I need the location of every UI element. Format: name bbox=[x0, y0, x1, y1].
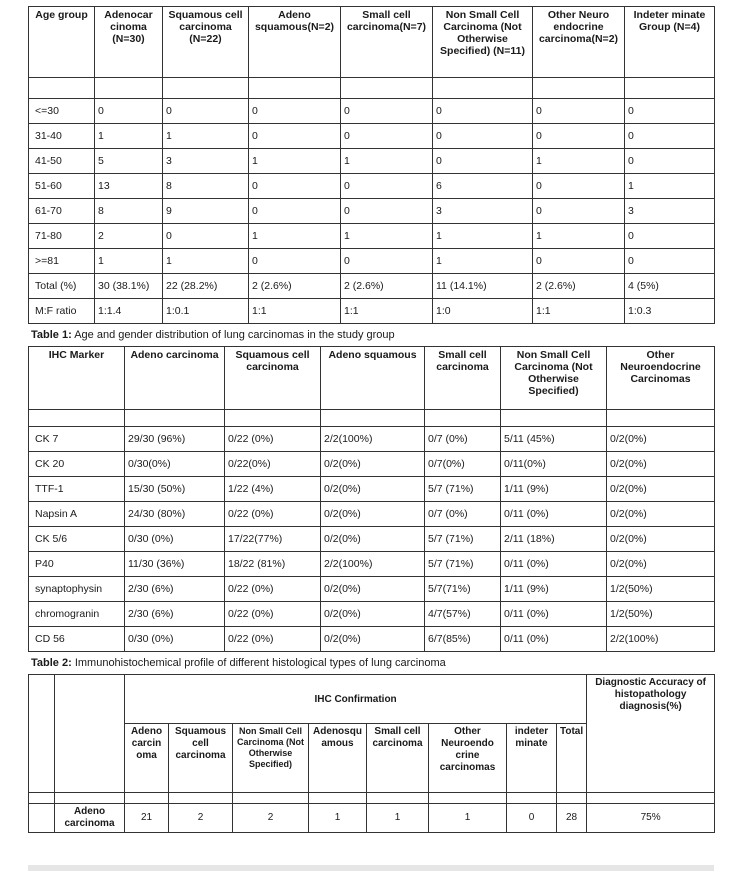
table-row bbox=[29, 577, 715, 602]
table-cell bbox=[587, 793, 715, 804]
row-label-cell: 41-50 bbox=[29, 149, 95, 174]
table-cell: 1 bbox=[625, 174, 715, 199]
table1-header-row bbox=[29, 7, 715, 78]
table-cell: 0/2(0%) bbox=[321, 527, 425, 552]
row-label-cell: P40 bbox=[29, 552, 125, 577]
table-cell: 1 bbox=[341, 224, 433, 249]
table-cell: 8 bbox=[163, 174, 249, 199]
table-cell: 8 bbox=[95, 199, 163, 224]
t3-group-header: IHC Confirmation bbox=[125, 675, 587, 724]
table-cell: 0 bbox=[341, 124, 433, 149]
table3-blank-row bbox=[29, 793, 715, 804]
table-cell: 17/22(77%) bbox=[225, 527, 321, 552]
table-row bbox=[29, 224, 715, 249]
table-cell: 1:0.1 bbox=[163, 299, 249, 324]
table-row bbox=[29, 174, 715, 199]
table-cell: 0/30 (0%) bbox=[125, 627, 225, 652]
table-cell: 0/22(0%) bbox=[225, 452, 321, 477]
table-row bbox=[29, 299, 715, 324]
table-cell: 2 (2.6%) bbox=[533, 274, 625, 299]
table-cell: 6/7(85%) bbox=[425, 627, 501, 652]
row-label-cell: TTF-1 bbox=[29, 477, 125, 502]
table-cell: 0/7(0%) bbox=[425, 452, 501, 477]
table-cell: 0/22 (0%) bbox=[225, 602, 321, 627]
table-cell: 2/2(100%) bbox=[321, 552, 425, 577]
table-cell: 0 bbox=[533, 99, 625, 124]
t3-subheader-4: Small cell carcinoma bbox=[367, 724, 429, 793]
table-cell: 0 bbox=[625, 224, 715, 249]
table-cell: 0/2(0%) bbox=[321, 627, 425, 652]
table-cell: 0/22 (0%) bbox=[225, 427, 321, 452]
t1-header-3: Adeno squamous(N=2) bbox=[249, 7, 341, 78]
table-cell: 1/22 (4%) bbox=[225, 477, 321, 502]
table-cell bbox=[309, 793, 367, 804]
table-cell: 0/11 (0%) bbox=[501, 627, 607, 652]
table-cell: 0/2(0%) bbox=[321, 477, 425, 502]
t3-corner-cell-a bbox=[29, 675, 55, 793]
table-cell: 2 bbox=[233, 804, 309, 833]
table-cell: 1 bbox=[163, 249, 249, 274]
table-cell: 2/11 (18%) bbox=[501, 527, 607, 552]
table-cell bbox=[29, 793, 55, 804]
table-cell: 1:1 bbox=[533, 299, 625, 324]
table-row bbox=[29, 427, 715, 452]
table-row bbox=[29, 149, 715, 174]
row-label-cell: CD 56 bbox=[29, 627, 125, 652]
t3-subheader-5: Other Neuroendo crine carcinomas bbox=[429, 724, 507, 793]
table-cell: 0 bbox=[249, 124, 341, 149]
t3-subheader-1: Squamous cell carcinoma bbox=[169, 724, 233, 793]
table-cell: 1:1.4 bbox=[95, 299, 163, 324]
table-cell: 0/22 (0%) bbox=[225, 502, 321, 527]
table-cell: 1 bbox=[95, 249, 163, 274]
table-cell: 0 bbox=[533, 249, 625, 274]
table-cell: 0 bbox=[249, 174, 341, 199]
table-cell: 1 bbox=[433, 249, 533, 274]
table-cell: 22 (28.2%) bbox=[163, 274, 249, 299]
table-cell: 0/30(0%) bbox=[125, 452, 225, 477]
table-cell: 1 bbox=[163, 124, 249, 149]
t2-header-2: Squamous cell carcinoma bbox=[225, 347, 321, 410]
table-row bbox=[29, 249, 715, 274]
table-cell: 0 bbox=[95, 99, 163, 124]
table-cell bbox=[125, 793, 169, 804]
row-label-cell: 61-70 bbox=[29, 199, 95, 224]
row-label-cell: Adeno carcinoma bbox=[55, 804, 125, 833]
table-cell: 0/11 (0%) bbox=[501, 502, 607, 527]
table-cell: 0/7 (0%) bbox=[425, 427, 501, 452]
t1-header-4: Small cell carcinoma(N=7) bbox=[341, 7, 433, 78]
accuracy-cell: 75% bbox=[587, 804, 715, 833]
table-cell: 5/7(71%) bbox=[425, 577, 501, 602]
table-cell bbox=[29, 804, 55, 833]
table-cell: 30 (38.1%) bbox=[95, 274, 163, 299]
table-cell: 2 bbox=[169, 804, 233, 833]
table-cell: 0/2(0%) bbox=[321, 452, 425, 477]
table-row bbox=[29, 627, 715, 652]
table-cell bbox=[429, 793, 507, 804]
row-label-cell: <=30 bbox=[29, 99, 95, 124]
t2-header-1: Adeno carcinoma bbox=[125, 347, 225, 410]
table-row bbox=[29, 477, 715, 502]
table-cell: 0/2(0%) bbox=[321, 602, 425, 627]
table-ihc-profile bbox=[28, 346, 715, 652]
t3-subheader-7: Total bbox=[557, 724, 587, 793]
t1-header-6: Other Neuro endocrine carcinoma(N=2) bbox=[533, 7, 625, 78]
t2-header-0: IHC Marker bbox=[29, 347, 125, 410]
t3-subheader-6: indeter minate bbox=[507, 724, 557, 793]
table3-group-header-row bbox=[29, 675, 715, 724]
table-cell: 3 bbox=[433, 199, 533, 224]
table1-spacer-row bbox=[29, 78, 715, 99]
t1-header-7: Indeter minate Group (N=4) bbox=[625, 7, 715, 78]
table-cell: 0/30 (0%) bbox=[125, 527, 225, 552]
table-cell: 0 bbox=[341, 249, 433, 274]
table-cell: 2 (2.6%) bbox=[249, 274, 341, 299]
table-cell: 4/7(57%) bbox=[425, 602, 501, 627]
table-cell: 0/2(0%) bbox=[321, 577, 425, 602]
table-cell: 2/30 (6%) bbox=[125, 577, 225, 602]
table2-caption-text: Immunohistochemical profile of different histological types of lung carcinoma bbox=[71, 657, 446, 669]
table-cell: 0/11 (0%) bbox=[501, 552, 607, 577]
row-label-cell: Napsin A bbox=[29, 502, 125, 527]
table-cell: 1 bbox=[429, 804, 507, 833]
table-cell: 0/2(0%) bbox=[607, 502, 715, 527]
table-cell: 1:0.3 bbox=[625, 299, 715, 324]
table-cell: 1 bbox=[309, 804, 367, 833]
row-label-cell: chromogranin bbox=[29, 602, 125, 627]
table-cell: 21 bbox=[125, 804, 169, 833]
table-cell: 0/22 (0%) bbox=[225, 577, 321, 602]
table-cell: 3 bbox=[625, 199, 715, 224]
row-label-cell: 51-60 bbox=[29, 174, 95, 199]
table-cell: 1 bbox=[533, 224, 625, 249]
table-cell: 28 bbox=[557, 804, 587, 833]
table-row bbox=[29, 199, 715, 224]
table-cell: 1 bbox=[95, 124, 163, 149]
row-label-cell: M:F ratio bbox=[29, 299, 95, 324]
table-cell: 0/2(0%) bbox=[607, 552, 715, 577]
table-cell: 1 bbox=[367, 804, 429, 833]
table-cell: 0 bbox=[533, 174, 625, 199]
t2-header-5: Non Small Cell Carcinoma (Not Otherwise Specified) bbox=[501, 347, 607, 410]
table-cell bbox=[557, 793, 587, 804]
table-cell: 1 bbox=[433, 224, 533, 249]
table-ihc-confirmation bbox=[28, 674, 715, 833]
article-page bbox=[28, 6, 714, 833]
table-cell bbox=[55, 793, 125, 804]
table-cell: 0 bbox=[625, 249, 715, 274]
table-cell: 18/22 (81%) bbox=[225, 552, 321, 577]
table-cell: 0/2(0%) bbox=[321, 502, 425, 527]
table1-caption-label: Table 1: bbox=[31, 329, 72, 341]
t3-accuracy-header: Diagnostic Accuracy of histopathology diagnosis(%) bbox=[587, 675, 715, 793]
table-cell: 29/30 (96%) bbox=[125, 427, 225, 452]
table-cell: 24/30 (80%) bbox=[125, 502, 225, 527]
table-cell: 5/7 (71%) bbox=[425, 527, 501, 552]
table-cell: 6 bbox=[433, 174, 533, 199]
t2-header-3: Adeno squamous bbox=[321, 347, 425, 410]
table-age-gender bbox=[28, 6, 715, 324]
table-cell: 1 bbox=[533, 149, 625, 174]
table2-caption bbox=[31, 655, 714, 671]
table-cell: 0/2(0%) bbox=[607, 477, 715, 502]
table-cell: 2/2(100%) bbox=[607, 627, 715, 652]
table1-caption bbox=[31, 327, 714, 343]
table-cell: 5 bbox=[95, 149, 163, 174]
row-label-cell: >=81 bbox=[29, 249, 95, 274]
table-row bbox=[29, 99, 715, 124]
table-cell: 15/30 (50%) bbox=[125, 477, 225, 502]
table-cell: 0 bbox=[507, 804, 557, 833]
table-row bbox=[29, 452, 715, 477]
table-cell: 0 bbox=[625, 99, 715, 124]
row-label-cell: Total (%) bbox=[29, 274, 95, 299]
table-cell: 0 bbox=[433, 149, 533, 174]
table-cell: 2 bbox=[95, 224, 163, 249]
table1-caption-text: Age and gender distribution of lung carcinomas in the study group bbox=[71, 329, 395, 341]
table-cell: 1:1 bbox=[249, 299, 341, 324]
table-cell: 0 bbox=[533, 124, 625, 149]
table-cell: 0 bbox=[433, 99, 533, 124]
table-cell: 0 bbox=[249, 99, 341, 124]
table-row bbox=[29, 527, 715, 552]
t1-header-5: Non Small Cell Carcinoma (Not Otherwise Specified) (N=11) bbox=[433, 7, 533, 78]
table2-header-row bbox=[29, 347, 715, 410]
table-cell: 1 bbox=[249, 149, 341, 174]
t3-subheader-0: Adeno carcin oma bbox=[125, 724, 169, 793]
t2-header-6: Other Neuroendocrine Carcinomas bbox=[607, 347, 715, 410]
t3-subheader-3: Adenosqu amous bbox=[309, 724, 367, 793]
table-cell: 1:1 bbox=[341, 299, 433, 324]
table-cell: 0/2(0%) bbox=[607, 427, 715, 452]
t1-header-0: Age group bbox=[29, 7, 95, 78]
table-row bbox=[29, 602, 715, 627]
table-cell bbox=[169, 793, 233, 804]
t3-corner-cell-b bbox=[55, 675, 125, 793]
page-bottom-divider bbox=[28, 865, 714, 871]
table-cell: 2/2(100%) bbox=[321, 427, 425, 452]
t1-header-2: Squamous cell carcinoma (N=22) bbox=[163, 7, 249, 78]
table-cell: 0 bbox=[341, 199, 433, 224]
table-cell: 0 bbox=[249, 199, 341, 224]
table-cell: 0 bbox=[341, 99, 433, 124]
table-cell: 0/2(0%) bbox=[607, 527, 715, 552]
table-cell: 1 bbox=[249, 224, 341, 249]
table2-spacer-row bbox=[29, 410, 715, 427]
table-cell: 0 bbox=[533, 199, 625, 224]
t2-header-4: Small cell carcinoma bbox=[425, 347, 501, 410]
table-cell: 0/11(0%) bbox=[501, 452, 607, 477]
table-cell: 11 (14.1%) bbox=[433, 274, 533, 299]
table-cell bbox=[233, 793, 309, 804]
table-cell: 0 bbox=[341, 174, 433, 199]
table-cell: 3 bbox=[163, 149, 249, 174]
table-cell bbox=[367, 793, 429, 804]
row-label-cell: synaptophysin bbox=[29, 577, 125, 602]
row-label-cell: CK 7 bbox=[29, 427, 125, 452]
table-cell: 2/30 (6%) bbox=[125, 602, 225, 627]
table-cell: 1/2(50%) bbox=[607, 602, 715, 627]
row-label-cell: CK 5/6 bbox=[29, 527, 125, 552]
table-cell: 11/30 (36%) bbox=[125, 552, 225, 577]
table-cell: 0/11 (0%) bbox=[501, 602, 607, 627]
table-cell: 5/11 (45%) bbox=[501, 427, 607, 452]
table-cell: 0 bbox=[163, 99, 249, 124]
table2-caption-label: Table 2: bbox=[31, 657, 72, 669]
table-cell: 1/11 (9%) bbox=[501, 577, 607, 602]
table-row bbox=[29, 552, 715, 577]
table-row bbox=[29, 274, 715, 299]
table-cell: 0/7 (0%) bbox=[425, 502, 501, 527]
table-cell: 4 (5%) bbox=[625, 274, 715, 299]
table-row bbox=[29, 124, 715, 149]
table-cell: 2 (2.6%) bbox=[341, 274, 433, 299]
table-cell: 0 bbox=[249, 249, 341, 274]
row-label-cell: 71-80 bbox=[29, 224, 95, 249]
table-cell: 1:0 bbox=[433, 299, 533, 324]
table-cell: 13 bbox=[95, 174, 163, 199]
table-cell: 0 bbox=[625, 149, 715, 174]
table-cell: 0/22 (0%) bbox=[225, 627, 321, 652]
table-cell: 1/11 (9%) bbox=[501, 477, 607, 502]
table-cell: 0 bbox=[163, 224, 249, 249]
row-label-cell: CK 20 bbox=[29, 452, 125, 477]
t1-header-1: Adenocar cinoma (N=30) bbox=[95, 7, 163, 78]
table-cell bbox=[507, 793, 557, 804]
t3-subheader-2: Non Small Cell Carcinoma (Not Otherwise Specified) bbox=[233, 724, 309, 793]
table-row bbox=[29, 804, 715, 833]
table-cell: 5/7 (71%) bbox=[425, 552, 501, 577]
table-cell: 0/2(0%) bbox=[607, 452, 715, 477]
table-row bbox=[29, 502, 715, 527]
table-cell: 9 bbox=[163, 199, 249, 224]
table-cell: 1/2(50%) bbox=[607, 577, 715, 602]
table-cell: 0 bbox=[433, 124, 533, 149]
table-cell: 1 bbox=[341, 149, 433, 174]
table-cell: 5/7 (71%) bbox=[425, 477, 501, 502]
table-cell: 0 bbox=[625, 124, 715, 149]
row-label-cell: 31-40 bbox=[29, 124, 95, 149]
